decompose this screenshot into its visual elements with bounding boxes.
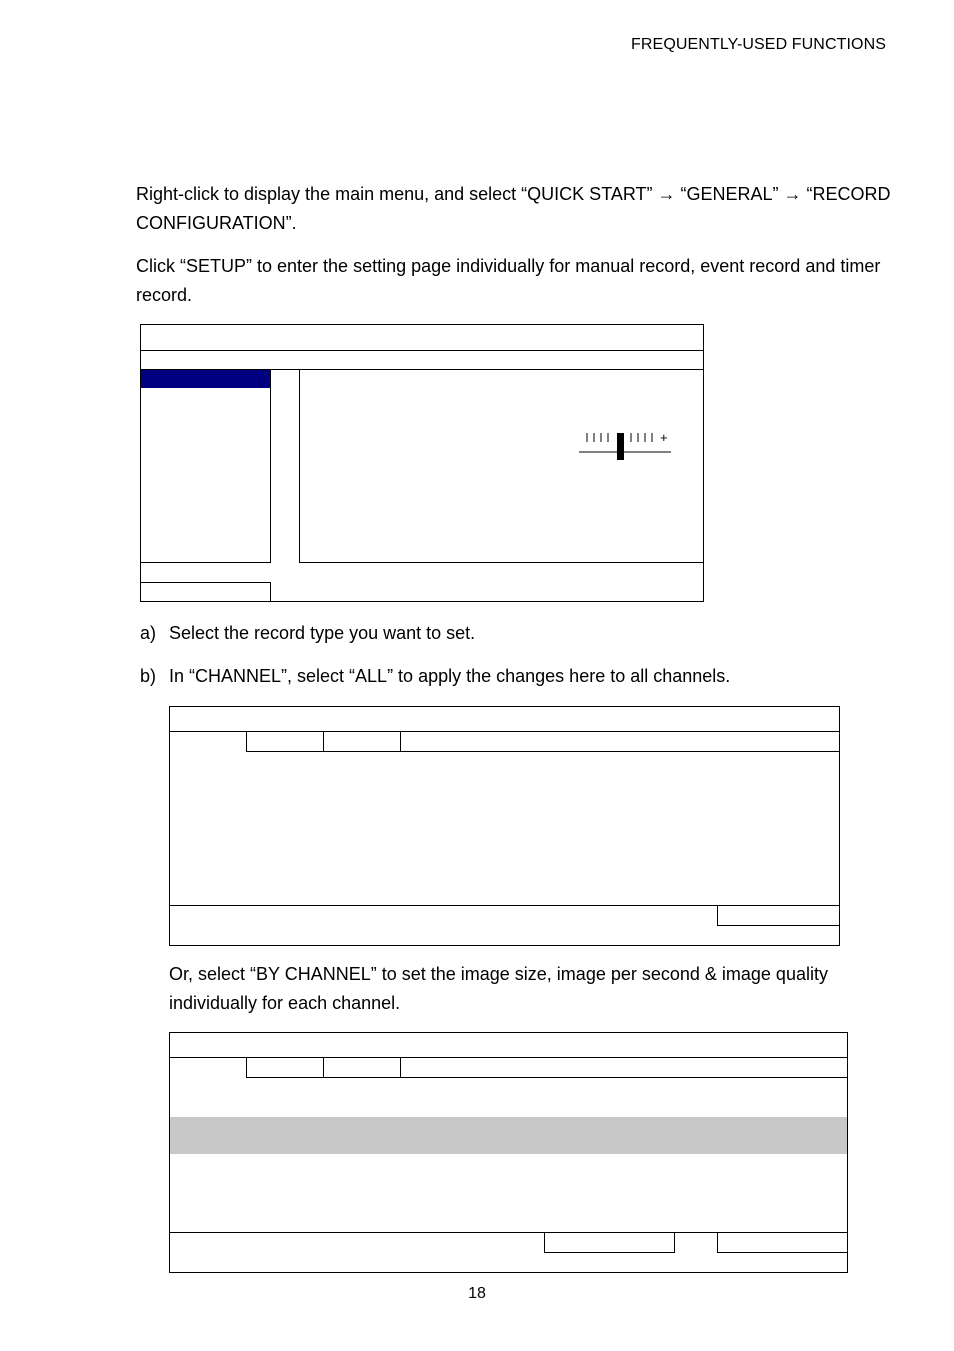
by-channel-note: Or, select “BY CHANNEL” to set the image size, image per second & image quality individually for each channel. [169, 964, 828, 1013]
step-b-label: b) [140, 666, 157, 686]
slider-plus-icon: + [660, 430, 668, 445]
column-divider [400, 731, 401, 751]
column-header-bottom [246, 1077, 848, 1078]
column-header-bottom [246, 751, 840, 752]
title-divider [140, 350, 704, 351]
intro-paragraph-2: Click “SETUP” to enter the setting page individually for manual record, event record and timer record. [136, 256, 881, 305]
menu-item-selected[interactable] [141, 370, 270, 388]
column-divider [323, 1057, 324, 1077]
section-header: FREQUENTLY-USED FUNCTIONS [631, 36, 886, 53]
quality-slider[interactable] [576, 428, 676, 468]
column-divider [246, 731, 247, 751]
step-a-text: Select the record type you want to set. [169, 623, 476, 643]
column-divider [400, 1057, 401, 1077]
intro-paragraph-1: Right-click to display the main menu, and select “QUICK START” → “GENERAL” → “RECORD CONFIGURATION”. [136, 184, 891, 233]
channel-all-screen [169, 706, 840, 946]
slider-thumb[interactable] [617, 433, 624, 460]
record-config-screen [140, 324, 704, 602]
title-divider [169, 731, 840, 732]
column-divider [323, 731, 324, 751]
column-divider [246, 1057, 247, 1077]
apply-button[interactable] [717, 905, 840, 926]
menu-list [140, 369, 271, 563]
page-number: 18 [468, 1285, 486, 1302]
step-b-text: In “CHANNEL”, select “ALL” to apply the changes here to all channels. [169, 666, 731, 686]
copy-button[interactable] [544, 1232, 675, 1253]
step-a-label: a) [140, 623, 157, 643]
title-divider [169, 1057, 848, 1058]
channel-row-selected[interactable] [170, 1117, 847, 1154]
apply-button[interactable] [717, 1232, 848, 1253]
by-channel-screen [169, 1032, 848, 1273]
setup-button[interactable] [140, 582, 271, 602]
